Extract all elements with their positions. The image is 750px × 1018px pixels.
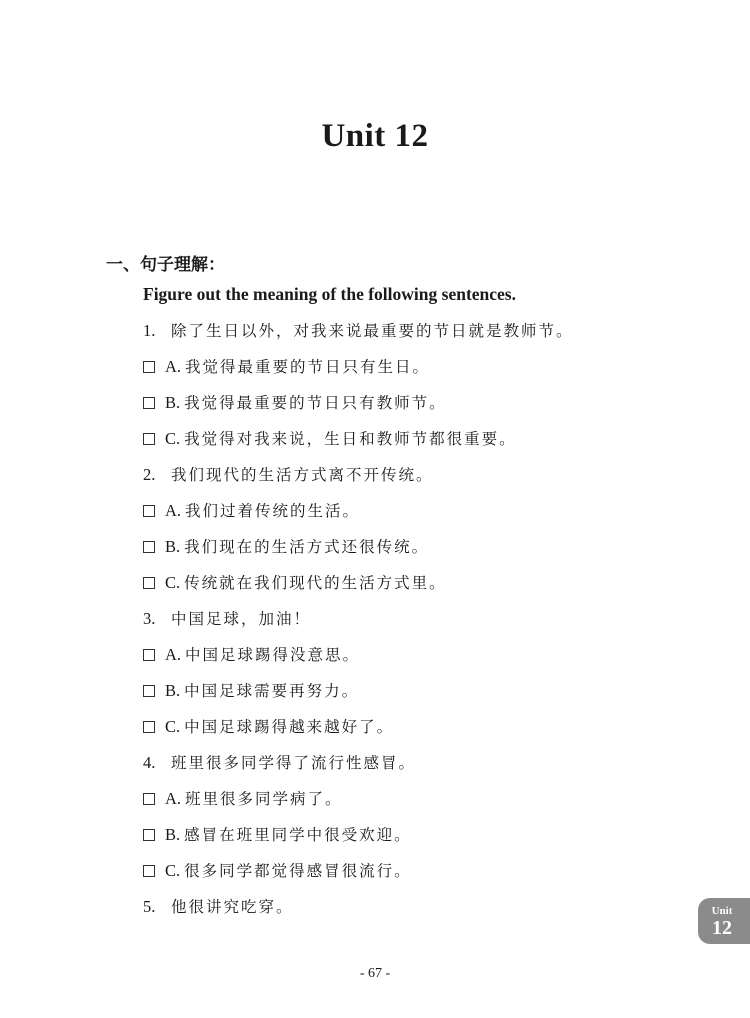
option-text: 我们现在的生活方式还很传统。 (184, 538, 430, 556)
option-4-0 (143, 788, 574, 824)
option-checkbox[interactable] (143, 577, 155, 589)
question-2 (143, 464, 574, 500)
unit-tab-number: 12 (712, 917, 732, 939)
option-letter: C. (165, 717, 181, 736)
option-letter: C. (165, 573, 181, 592)
option-checkbox[interactable] (143, 505, 155, 517)
page-number: - 67 - (359, 966, 391, 981)
option-checkbox[interactable] (143, 685, 155, 697)
option-checkbox[interactable] (143, 397, 155, 409)
option-letter: C. (165, 429, 181, 448)
question-number: 1. (143, 321, 156, 340)
question-text: 中国足球，加油！ (171, 610, 312, 628)
question-3 (143, 608, 574, 644)
question-text: 除了生日以外，对我来说最重要的节日就是教师节。 (171, 322, 574, 340)
question-text: 他很讲究吃穿。 (171, 898, 294, 916)
option-text: 中国足球踢得越来越好了。 (184, 718, 395, 736)
option-text: 我们过着传统的生活。 (185, 502, 361, 520)
question-number: 3. (143, 609, 156, 628)
instruction-text: Figure out the meaning of the following sentences. (143, 284, 516, 304)
option-text: 班里很多同学病了。 (185, 790, 343, 808)
option-3-2 (143, 716, 574, 752)
option-2-1 (143, 536, 574, 572)
unit-tab-label: Unit (711, 905, 733, 917)
option-text: 我觉得最重要的节日只有教师节。 (184, 394, 447, 412)
option-checkbox[interactable] (143, 721, 155, 733)
option-1-1 (143, 392, 574, 428)
option-checkbox[interactable] (143, 829, 155, 841)
option-letter: A. (165, 789, 182, 808)
option-text: 我觉得对我来说，生日和教师节都很重要。 (184, 430, 517, 448)
page-title: Unit 12 (321, 118, 429, 154)
option-letter: A. (165, 501, 182, 520)
question-text: 班里很多同学得了流行性感冒。 (171, 754, 417, 772)
option-checkbox[interactable] (143, 361, 155, 373)
option-text: 传统就在我们现代的生活方式里。 (184, 574, 447, 592)
question-4 (143, 752, 574, 788)
option-text: 我觉得最重要的节日只有生日。 (185, 358, 431, 376)
question-number: 4. (143, 753, 156, 772)
option-letter: B. (165, 393, 181, 412)
question-5 (143, 896, 574, 932)
option-checkbox[interactable] (143, 541, 155, 553)
option-3-0 (143, 644, 574, 680)
option-text: 很多同学都觉得感冒很流行。 (184, 862, 412, 880)
option-checkbox[interactable] (143, 865, 155, 877)
unit-tab (698, 898, 750, 944)
question-text: 我们现代的生活方式离不开传统。 (171, 466, 434, 484)
option-text: 感冒在班里同学中很受欢迎。 (184, 826, 412, 844)
question-number: 5. (143, 897, 156, 916)
question-1 (143, 320, 574, 356)
option-4-1 (143, 824, 574, 860)
option-letter: B. (165, 537, 181, 556)
option-letter: A. (165, 645, 182, 664)
option-text: 中国足球踢得没意思。 (185, 646, 361, 664)
option-checkbox[interactable] (143, 793, 155, 805)
option-4-2 (143, 860, 574, 896)
option-2-2 (143, 572, 574, 608)
question-list (143, 320, 574, 932)
option-1-0 (143, 356, 574, 392)
option-letter: B. (165, 681, 181, 700)
option-checkbox[interactable] (143, 649, 155, 661)
option-letter: A. (165, 357, 182, 376)
option-text: 中国足球需要再努力。 (184, 682, 360, 700)
option-2-0 (143, 500, 574, 536)
option-letter: B. (165, 825, 181, 844)
option-3-1 (143, 680, 574, 716)
section-heading: 一、句子理解： (106, 255, 225, 275)
option-letter: C. (165, 861, 181, 880)
question-number: 2. (143, 465, 156, 484)
option-1-2 (143, 428, 574, 464)
option-checkbox[interactable] (143, 433, 155, 445)
